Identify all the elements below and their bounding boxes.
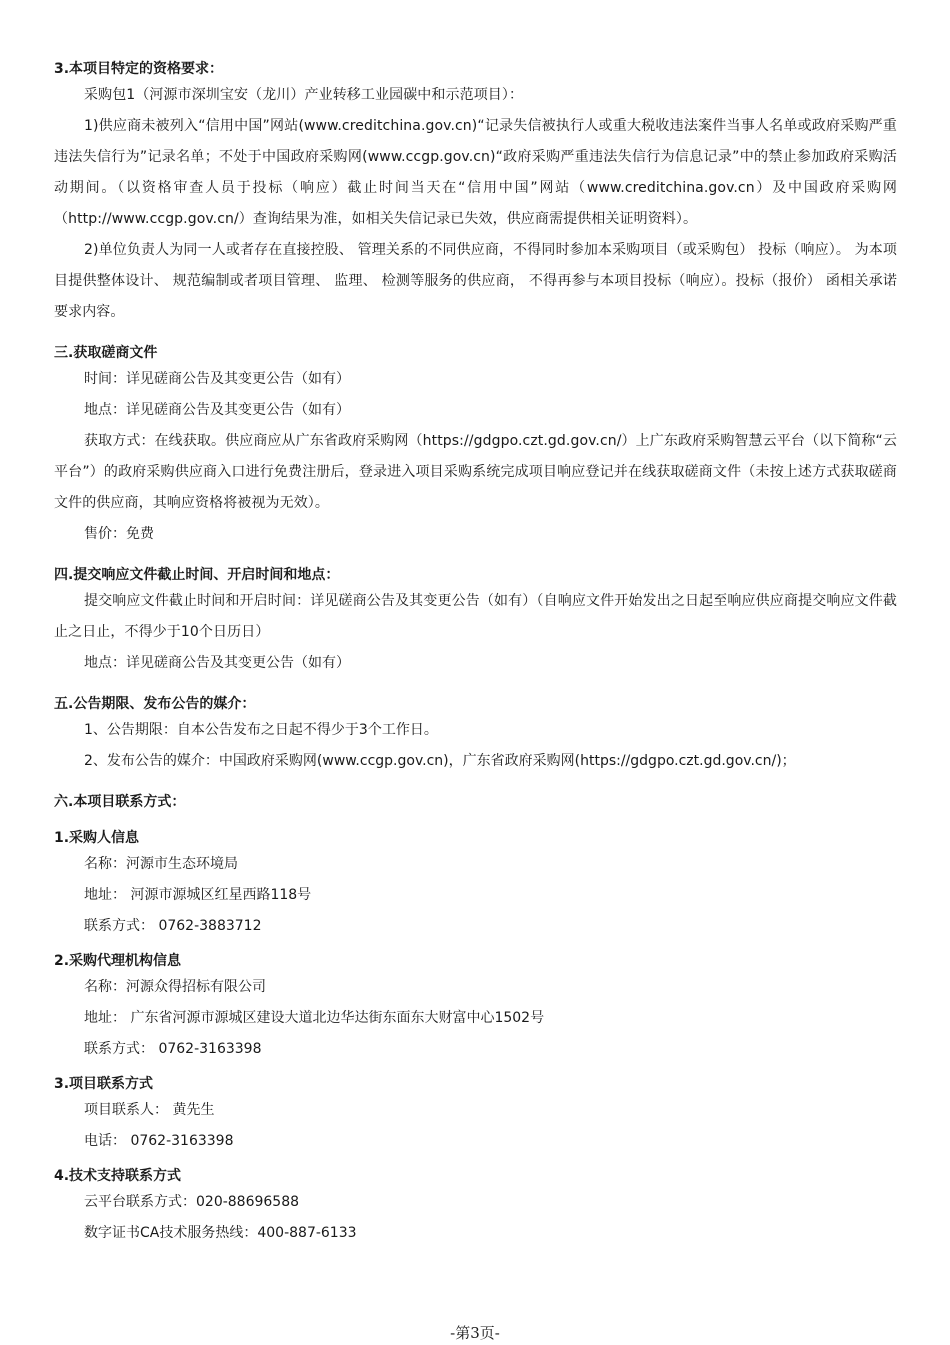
notice-period: 1、公告期限：自本公告发布之日起不得少于3个工作日。 [84, 722, 438, 738]
support-ca-hotline: 数字证书CA技术服务热线：400-887-6133 [84, 1225, 357, 1241]
obtain-price: 售价：免费 [84, 526, 154, 542]
section-obtain-heading: 三.获取磋商文件 [54, 345, 158, 361]
submit-deadline: 提交响应文件截止时间和开启时间：详见磋商公告及其变更公告（如有）（自响应文件开始发出之日起至响应供应商提交响应文件截止之日止，不得少于10个日历日） [54, 593, 897, 640]
section-submit-heading: 四.提交响应文件截止时间、开启时间和地点： [54, 567, 340, 583]
agency-heading: 2.采购代理机构信息 [54, 953, 182, 969]
section-contact-heading: 六.本项目联系方式： [54, 794, 186, 810]
section-notice-heading: 五.公告期限、发布公告的媒介： [54, 696, 256, 712]
purchaser-heading: 1.采购人信息 [54, 830, 140, 846]
project-contact-person: 项目联系人： 黄先生 [84, 1102, 215, 1118]
support-heading: 4.技术支持联系方式 [54, 1168, 182, 1184]
agency-phone: 联系方式： 0762-3163398 [84, 1041, 262, 1057]
qualification-item-1: 1)供应商未被列入“信用中国”网站(www.creditchina.gov.cn)“记录失信被执行人或重大税收违法案件当事人名单或政府采购严重违法失信行为”记录名单；不处于中国政府采购网(www.ccgp.gov.cn)“政府采购严重违法失信行为信息记录”中的禁止参加政府采购活动期间。（以资格审查人员于投标（响应）截止时间当天在“信用中国”网站（www.creditchina.gov.cn）及中国政府采购网（http://www.ccgp.gov.cn/）查询结果为准，如相关失信记录已失效，供应商需提供相关证明资料）。 [54, 118, 897, 227]
purchaser-address: 地址： 河源市源城区红星西路118号 [84, 887, 312, 903]
document-body [54, 58, 897, 1249]
notice-media: 2、发布公告的媒介：中国政府采购网(www.ccgp.gov.cn)，广东省政府采购网(https://gdgpo.czt.gd.gov.cn/)； [84, 753, 796, 769]
agency-address: 地址： 广东省河源市源城区建设大道北边华达街东面东大财富中心1502号 [84, 1010, 545, 1026]
project-contact-phone: 电话： 0762-3163398 [84, 1133, 234, 1149]
qualification-item-2: 2)单位负责人为同一人或者存在直接控股、 管理关系的不同供应商，不得同时参加本采购项目（或采购包） 投标（响应）。 为本项目提供整体设计、 规范编制或者项目管理、 监理、 检测等服务的供应商， 不得再参与本项目投标（响应）。投标（报价） 函相关承诺要求内容。 [54, 242, 897, 320]
submit-place: 地点：详见磋商公告及其变更公告（如有） [84, 655, 350, 671]
purchaser-phone: 联系方式： 0762-3883712 [84, 918, 262, 934]
project-contact-heading: 3.项目联系方式 [54, 1076, 154, 1092]
section-qualification-heading: 3.本项目特定的资格要求： [54, 61, 224, 77]
obtain-time: 时间：详见磋商公告及其变更公告（如有） [84, 371, 350, 387]
purchaser-name: 名称：河源市生态环境局 [84, 856, 238, 872]
obtain-method: 获取方式：在线获取。供应商应从广东省政府采购网（https://gdgpo.czt.gd.gov.cn/）上广东政府采购智慧云平台（以下简称“云平台”）的政府采购供应商入口进行免费注册后，登录进入项目采购系统完成项目响应登记并在线获取磋商文件（未按上述方式获取磋商文件的供应商，其响应资格将被视为无效）。 [54, 433, 897, 511]
support-cloud-phone: 云平台联系方式：020-88696588 [84, 1194, 300, 1210]
page-number: -第3页- [450, 1324, 500, 1342]
agency-name: 名称：河源众得招标有限公司 [84, 979, 266, 995]
qualification-package: 采购包1（河源市深圳宝安（龙川）产业转移工业园碳中和示范项目）： [84, 87, 524, 103]
obtain-place: 地点：详见磋商公告及其变更公告（如有） [84, 402, 350, 418]
